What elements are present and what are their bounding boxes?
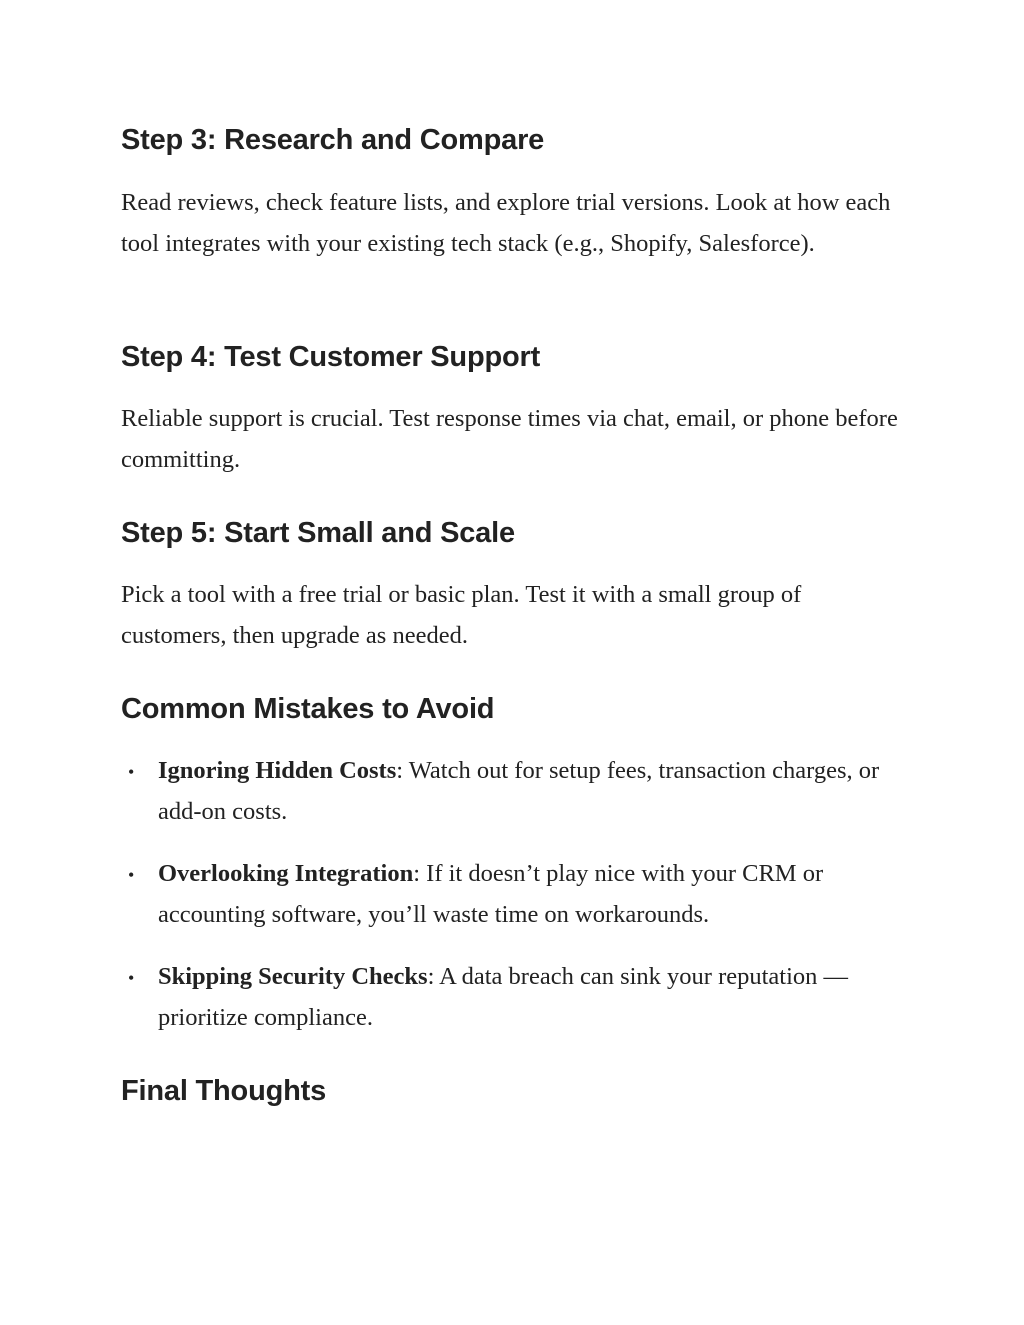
list-item <box>121 957 901 1038</box>
list-item-text: A data breach can sink your reputation — prioritize compliance. <box>158 963 849 1031</box>
list-item-text: If it doesn’t play nice with your CRM or accounting software, you’ll waste time on workarounds. <box>158 860 824 928</box>
step-3-paragraph: Read reviews, check feature lists, and explore trial versions. Look at how each tool integrates with your existing tech stack (e.g., Shopify, Salesforce). <box>121 189 891 257</box>
list-item-term: Overlooking Integration <box>158 860 414 887</box>
list-item-term: Ignoring Hidden Costs <box>158 757 397 784</box>
list-item <box>121 854 901 935</box>
list-item-text: Watch out for setup fees, transaction charges, or add-on costs. <box>158 757 880 825</box>
bullet-icon: • <box>128 762 135 782</box>
step-4-paragraph: Reliable support is crucial. Test response times via chat, email, or phone before committing. <box>121 405 898 473</box>
list-item-separator: : <box>427 963 435 990</box>
step-3-heading: Step 3: Research and Compare <box>121 124 545 156</box>
step-5-paragraph: Pick a tool with a free trial or basic plan. Test it with a small group of customers, then upgrade as needed. <box>121 581 802 649</box>
list-item <box>121 751 901 832</box>
step-5-heading: Step 5: Start Small and Scale <box>121 517 515 549</box>
list-item-separator: : <box>413 860 421 887</box>
list-item-separator: : <box>396 757 404 784</box>
bullet-icon: • <box>128 865 135 885</box>
final-thoughts-heading: Final Thoughts <box>121 1075 327 1107</box>
common-mistakes-heading: Common Mistakes to Avoid <box>121 693 495 725</box>
list-item-term: Skipping Security Checks <box>158 963 428 990</box>
step-4-heading: Step 4: Test Customer Support <box>121 341 541 373</box>
bullet-icon: • <box>128 968 135 988</box>
common-mistakes-list <box>121 751 901 1060</box>
